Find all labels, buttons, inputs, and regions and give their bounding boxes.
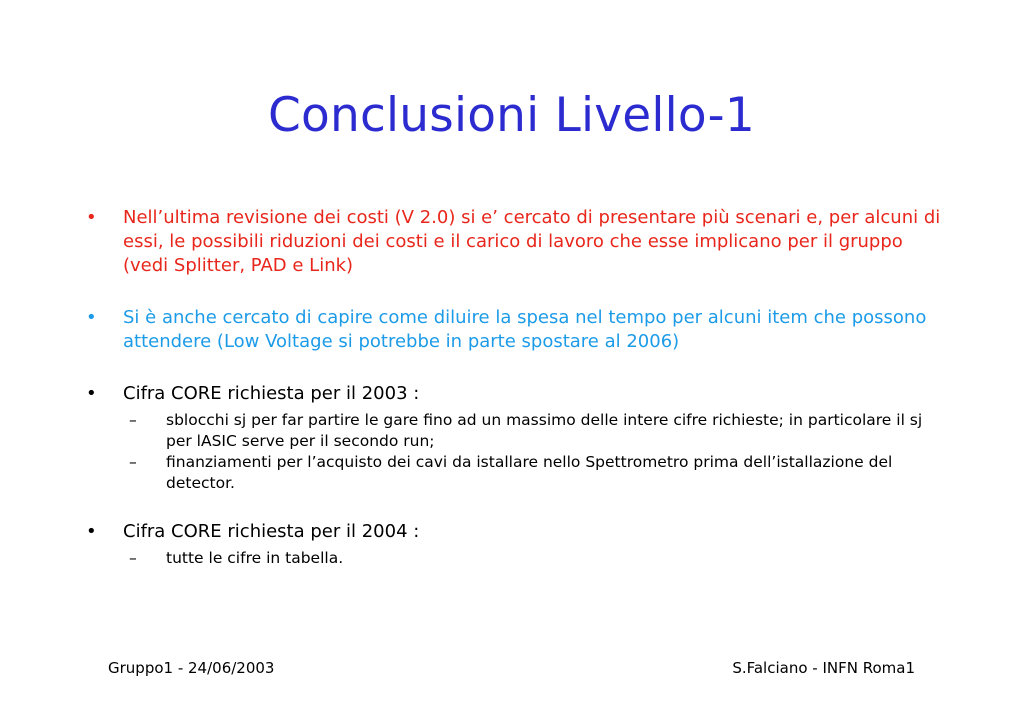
sub-item [123,452,946,494]
sub-list [123,410,946,494]
bullet-text: Cifra CORE richiesta per il 2004 : [123,521,420,542]
bullet-text: Cifra CORE richiesta per il 2003 : [123,383,420,404]
bullet-text: Nell’ultima revisione dei costi (V 2.0) si e’ cercato di presentare più scenari e, per alcuni di essi, le possibili riduzioni dei costi e il carico di lavoro che esse implicano per il gruppo (vedi Splitter, PAD e Link) [123,207,941,276]
slide-title: Conclusioni Livello-1 [268,88,755,143]
bullet-item-cost-revision [86,206,946,278]
sub-marker: – [129,411,137,429]
sub-text: sblocchi sj per far partire le gare fino ad un massimo delle intere cifre richieste; in particolare il sj per lASIC serve per il secondo run; [166,411,923,450]
sub-item [123,548,946,569]
bullet-item-spending-dilution [86,306,946,354]
sub-text: tutte le cifre in tabella. [166,549,344,567]
bullet-item-core-2004 [86,520,946,569]
sub-marker: – [129,453,137,471]
footer-date: Gruppo1 - 24/06/2003 [108,659,275,677]
bullet-text: Si è anche cercato di capire come diluire la spesa nel tempo per alcuni item che possono attendere (Low Voltage si potrebbe in parte spostare al 2006) [123,307,927,352]
sub-text: finanziamenti per l’acquisto dei cavi da istallare nello Spettrometro prima dell’istallazione del detector. [166,453,893,492]
bullet-list [86,206,946,569]
sub-marker: – [129,549,137,567]
bullet-marker: • [86,307,97,328]
footer-author: S.Falciano - INFN Roma1 [732,659,915,677]
sub-list [123,548,946,569]
sub-item [123,410,946,452]
bullet-item-core-2003 [86,382,946,494]
bullet-marker: • [86,383,97,404]
bullet-marker: • [86,207,97,228]
bullet-marker: • [86,521,97,542]
